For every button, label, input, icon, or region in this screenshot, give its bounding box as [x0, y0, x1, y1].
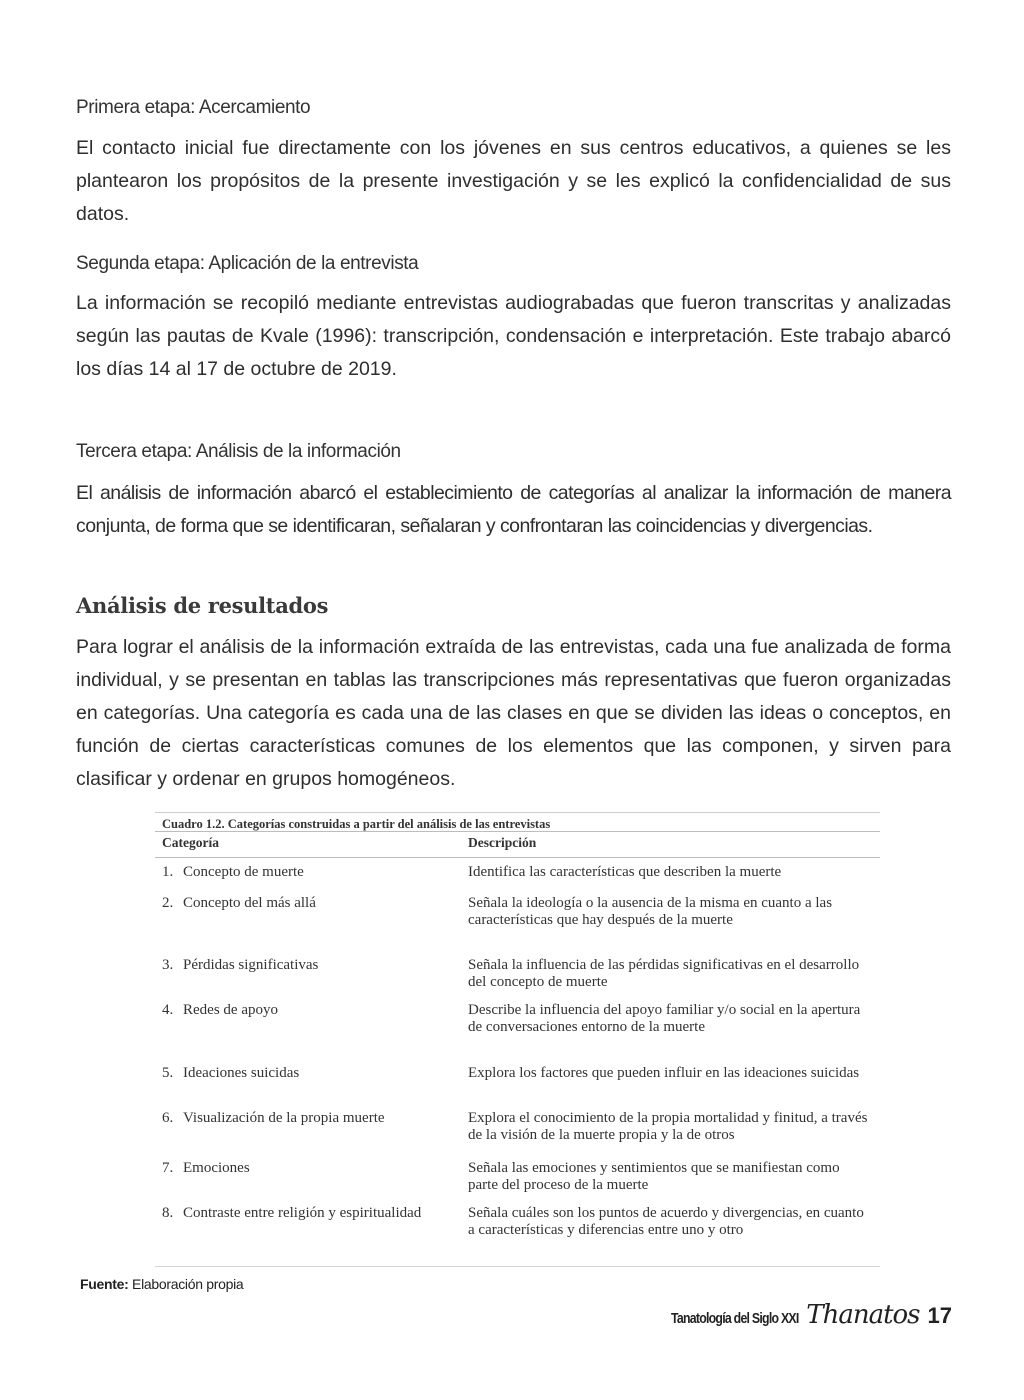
section-title: Análisis de resultados: [76, 593, 329, 618]
row-category: Concepto de muerte: [183, 864, 304, 880]
table-header: [155, 832, 880, 858]
stage-3-title: Tercera etapa: Análisis de la información: [76, 441, 401, 462]
row-description: Señala las emociones y sentimientos que se manifiestan como parte del proceso de la muerte: [468, 1160, 840, 1193]
row-number: 8.: [162, 1205, 174, 1221]
table-row: [155, 864, 880, 881]
row-number: 7.: [162, 1160, 174, 1176]
table-row: [155, 1205, 880, 1239]
row-description: Explora los factores que pueden influir en las ideaciones suicidas: [468, 1065, 860, 1081]
journal-name: Tanatología del Siglo XXI: [670, 1310, 799, 1327]
categories-table: [155, 812, 880, 1238]
stage-1-text: El contacto inicial fue directamente con los jóvenes en sus centros educativos, a quienes se les plantearon los propósitos de la presente investigación y se les explicó la confidencialidad de sus datos.: [76, 137, 951, 225]
stage-3-text: El análisis de información abarcó el establecimiento de categorías al analizar la información de manera conjunta, de forma que se identificaran, señalaran y confrontaran las coincidencias y divergencias.: [76, 482, 951, 537]
row-description: Señala la ideología o la ausencia de la misma en cuanto a las características que hay después de la muerte: [468, 895, 833, 928]
table-row: [155, 957, 880, 991]
table-row: [155, 1065, 880, 1082]
source-label: Fuente:: [80, 1276, 129, 1292]
row-number: 5.: [162, 1065, 174, 1081]
source-text: Elaboración propia: [128, 1276, 244, 1292]
table-row: [155, 1110, 880, 1144]
row-category: Ideaciones suicidas: [183, 1065, 300, 1081]
stage-2-text: La información se recopiló mediante entrevistas audiograbadas que fueron transcritas y analizadas según las pautas de Kvale (1996): transcripción, condensación e interpretación. Este trabajo abarcó los días 14 al 17 de octubre de 2019.: [76, 292, 951, 380]
row-description: Señala cuáles son los puntos de acuerdo y divergencias, en cuanto a características y diferencias entre uno y otro: [468, 1205, 864, 1238]
table-caption: Cuadro 1.2. Categorías construidas a partir del análisis de las entrevistas: [155, 812, 880, 832]
row-number: 3.: [162, 957, 174, 973]
row-category: Redes de apoyo: [183, 1002, 278, 1018]
row-category: Pérdidas significativas: [183, 957, 319, 973]
table-row: [155, 1160, 880, 1194]
table-bottom-rule: [155, 1266, 880, 1267]
page-number: 17: [927, 1303, 952, 1328]
stage-1-title: Primera etapa: Acercamiento: [76, 97, 311, 118]
page-footer: [643, 1300, 952, 1330]
row-number: 2.: [162, 895, 174, 911]
row-description: Explora el conocimiento de la propia mortalidad y finitud, a través de la visión de la muerte propia y la de otros: [468, 1110, 868, 1143]
row-category: Concepto del más allá: [183, 895, 316, 911]
row-description: Señala la influencia de las pérdidas significativas en el desarrollo del concepto de muerte: [468, 957, 860, 990]
row-number: 4.: [162, 1002, 174, 1018]
row-number: 6.: [162, 1110, 174, 1126]
table-row: [155, 895, 880, 929]
table-source: [80, 1276, 243, 1292]
brand-logo: Thanatos: [806, 1300, 920, 1330]
row-category: Visualización de la propia muerte: [183, 1110, 385, 1126]
row-description: Identifica las características que describen la muerte: [468, 864, 782, 880]
row-description: Describe la influencia del apoyo familiar y/o social en la apertura de conversaciones entorno de la muerte: [468, 1002, 861, 1035]
row-category: Contraste entre religión y espiritualidad: [183, 1205, 422, 1221]
stage-2-title: Segunda etapa: Aplicación de la entrevista: [76, 253, 419, 274]
table-row: [155, 1002, 880, 1036]
section-text: Para lograr el análisis de la información extraída de las entrevistas, cada una fue analizada de forma individual, y se presentan en tablas las transcripciones más representativas que fueron organizadas en categorías. Una categoría es cada una de las clases en que se dividen las ideas o conceptos, en función de ciertas características comunes de los elementos que las componen, y sirven para clasificar y ordenar en grupos homogéneos.: [76, 636, 951, 790]
header-category: Categoría: [162, 835, 219, 850]
row-category: Emociones: [183, 1160, 250, 1176]
row-number: 1.: [162, 864, 174, 880]
header-description: Descripción: [468, 835, 537, 850]
